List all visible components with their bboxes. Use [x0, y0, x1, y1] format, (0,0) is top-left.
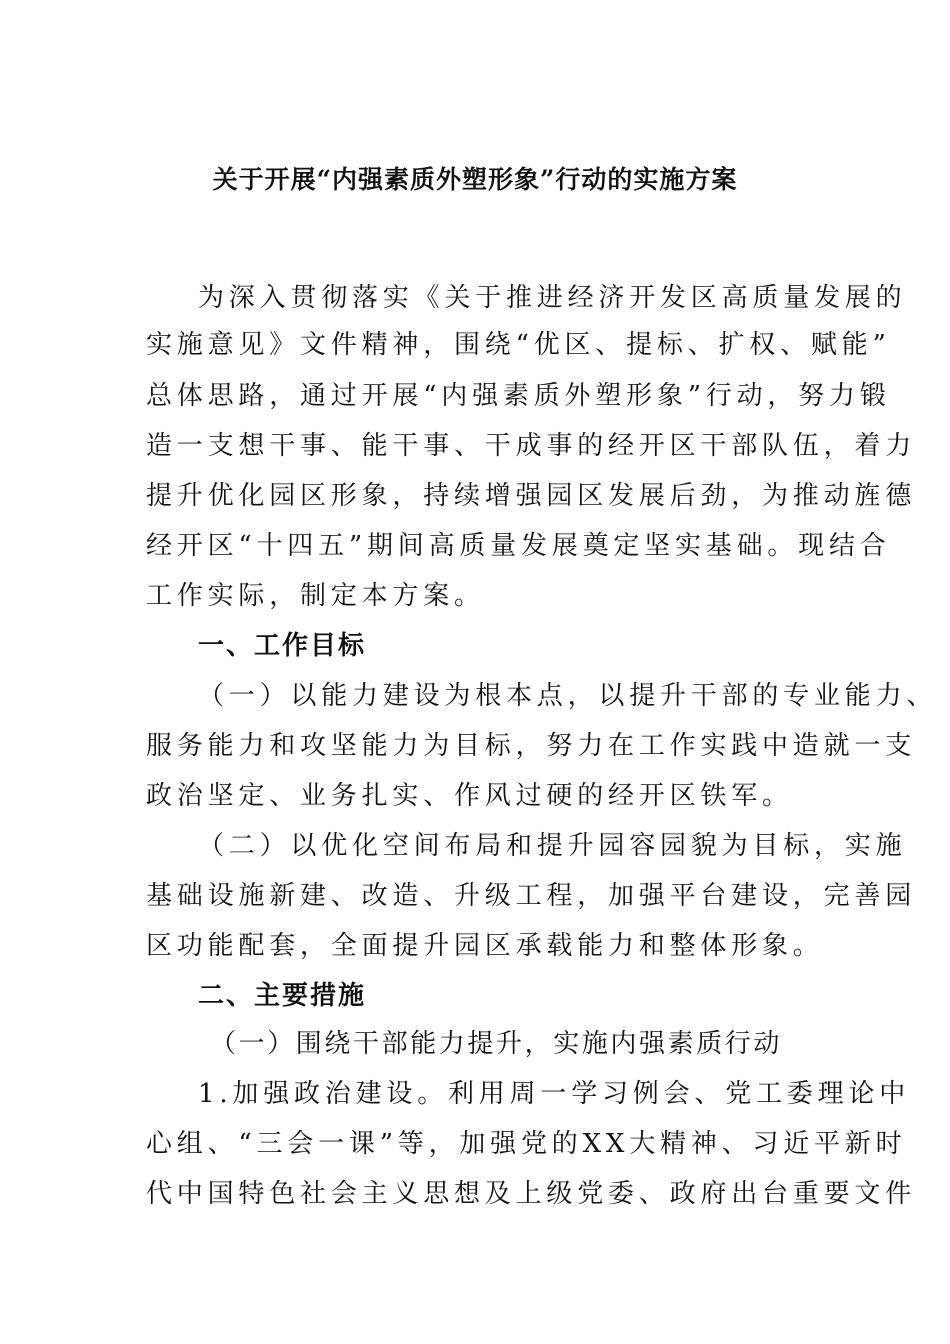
paragraph-line: （一）以能力建设为根本点，以提升干部的专业能力、	[198, 681, 938, 711]
section-heading-goals: 一、工作目标	[198, 631, 367, 661]
paragraph-line: 总体思路，通过开展“内强素质外塑形象”行动，努力锻	[146, 381, 891, 411]
paragraph-line: 实施意见》文件精神，围绕“优区、提标、扩权、赋能”	[146, 330, 891, 360]
paragraph-line: 基础设施新建、改造、升级工程，加强平台建设，完善园	[146, 881, 917, 911]
paragraph-line: 为深入贯彻落实《关于推进经济开发区高质量发展的	[198, 283, 907, 313]
document-title: 关于开展“内强素质外塑形象”行动的实施方案	[212, 165, 738, 194]
subsection-heading: （一）围绕干部能力提升，实施内强素质行动	[210, 1029, 783, 1059]
section-heading-measures: 二、主要措施	[198, 981, 367, 1011]
paragraph-line: 区功能配套，全面提升园区承载能力和整体形象。	[146, 931, 824, 961]
paragraph-line: 心组、“三会一课”等，加强党的XX大精神、习近平新时	[146, 1129, 907, 1159]
paragraph-line: 代中国特色社会主义思想及上级党委、政府出台重要文件	[146, 1179, 917, 1209]
paragraph-line: 工作实际，制定本方案。	[146, 581, 485, 611]
paragraph-line: 经开区“十四五”期间高质量发展奠定坚实基础。现结合	[146, 531, 891, 561]
paragraph-line: 造一支想干事、能干事、干成事的经开区干部队伍，着力	[146, 431, 917, 461]
paragraph-line: （二）以优化空间布局和提升园容园貌为目标，实施	[198, 831, 907, 861]
paragraph-line: 政治坚定、业务扎实、作风过硬的经开区铁军。	[146, 781, 793, 811]
paragraph-line: 1.加强政治建设。利用周一学习例会、党工委理论中	[198, 1079, 911, 1109]
paragraph-line: 服务能力和攻坚能力为目标，努力在工作实践中造就一支	[146, 731, 917, 761]
paragraph-line: 提升优化园区形象，持续增强园区发展后劲，为推动旌德	[146, 481, 917, 511]
